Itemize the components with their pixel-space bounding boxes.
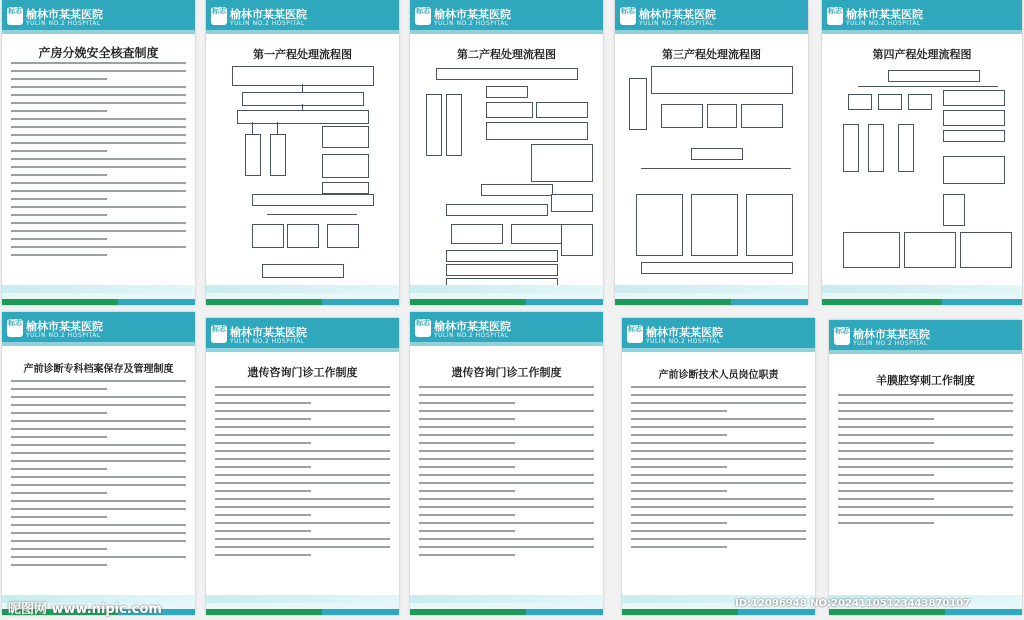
board-title: 第一产程处理流程图: [253, 48, 352, 61]
board-1: [2, 0, 195, 305]
board-9: [622, 318, 815, 615]
body-text: [838, 394, 1013, 591]
body-text: [419, 386, 594, 591]
hospital-logo: 标志: [211, 325, 227, 343]
hospital-logo: 标志: [627, 325, 643, 343]
hospital-logo: 标志: [7, 319, 23, 337]
board-title: 第四产程处理流程图: [872, 48, 972, 61]
hospital-name: 榆林市某某医院: [846, 8, 923, 21]
hospital-name-en: YULIN NO.2 HOSPITAL: [646, 338, 721, 345]
board-header: [829, 320, 1022, 354]
board-title: 产前诊断专科档案保存及管理制度: [23, 364, 174, 375]
hospital-name: 榆林市某某医院: [646, 326, 723, 339]
board-title: 遗传咨询门诊工作制度: [247, 366, 358, 379]
hospital-logo: 标志: [7, 7, 23, 25]
board-2: [206, 0, 399, 305]
board-6: [2, 312, 195, 615]
board-header: [622, 318, 815, 352]
board-8: [410, 312, 603, 615]
hospital-logo: 标志: [415, 7, 431, 25]
hospital-logo: 标志: [834, 327, 850, 345]
board-header: [410, 0, 603, 34]
board-header: [822, 0, 1022, 34]
board-5: [822, 0, 1022, 305]
board-title: 遗传咨询门诊工作制度: [451, 366, 562, 379]
flowchart: [416, 64, 597, 279]
board-title: 第三产程处理流程图: [662, 48, 761, 61]
body-text: [11, 62, 186, 281]
hospital-name-en: YULIN NO.2 HOSPITAL: [230, 20, 305, 27]
hospital-logo: 标志: [827, 7, 843, 25]
board-title: 第二产程处理流程图: [457, 48, 556, 61]
board-7: [206, 318, 399, 615]
board-header: [206, 0, 399, 34]
hospital-name: 榆林市某某医院: [434, 8, 511, 21]
watermark-site: 昵图网 www.nipic.com: [8, 602, 162, 617]
hospital-name: 榆林市某某医院: [26, 8, 103, 21]
hospital-name: 榆林市某某医院: [26, 320, 103, 333]
hospital-name: 榆林市某某医院: [230, 326, 307, 339]
board-header: [410, 312, 603, 346]
hospital-name-en: YULIN NO.2 HOSPITAL: [26, 332, 101, 339]
board-header: [206, 318, 399, 352]
board-header: [2, 0, 195, 34]
flowchart: [828, 64, 1016, 279]
body-text: [215, 386, 390, 591]
hospital-name-en: YULIN NO.2 HOSPITAL: [853, 340, 928, 347]
body-text: [11, 380, 186, 591]
hospital-name-en: YULIN NO.2 HOSPITAL: [846, 20, 921, 27]
board-header: [2, 312, 195, 346]
board-title: 羊膜腔穿刺工作制度: [876, 374, 975, 387]
watermark-id: ID:12096948 NO:20241105123443870107: [735, 598, 971, 609]
hospital-name: 榆林市某某医院: [230, 8, 307, 21]
hospital-name: 榆林市某某医院: [639, 8, 716, 21]
flowchart: [212, 64, 393, 279]
hospital-name-en: YULIN NO.2 HOSPITAL: [230, 338, 305, 345]
hospital-name-en: YULIN NO.2 HOSPITAL: [26, 20, 101, 27]
hospital-name-en: YULIN NO.2 HOSPITAL: [434, 332, 509, 339]
board-3: [410, 0, 603, 305]
hospital-name: 榆林市某某医院: [434, 320, 511, 333]
body-text: [631, 386, 806, 591]
board-4: [615, 0, 808, 305]
hospital-logo: 标志: [620, 7, 636, 25]
hospital-logo: 标志: [415, 319, 431, 337]
board-title: 产房分娩安全核查制度: [38, 46, 159, 60]
hospital-logo: 标志: [211, 7, 227, 25]
board-title: 产前诊断技术人员岗位职责: [658, 370, 779, 381]
hospital-name-en: YULIN NO.2 HOSPITAL: [639, 20, 714, 27]
board-10: [829, 320, 1022, 615]
hospital-name-en: YULIN NO.2 HOSPITAL: [434, 20, 509, 27]
hospital-name: 榆林市某某医院: [853, 328, 930, 341]
flowchart: [621, 64, 802, 279]
board-header: [615, 0, 808, 34]
